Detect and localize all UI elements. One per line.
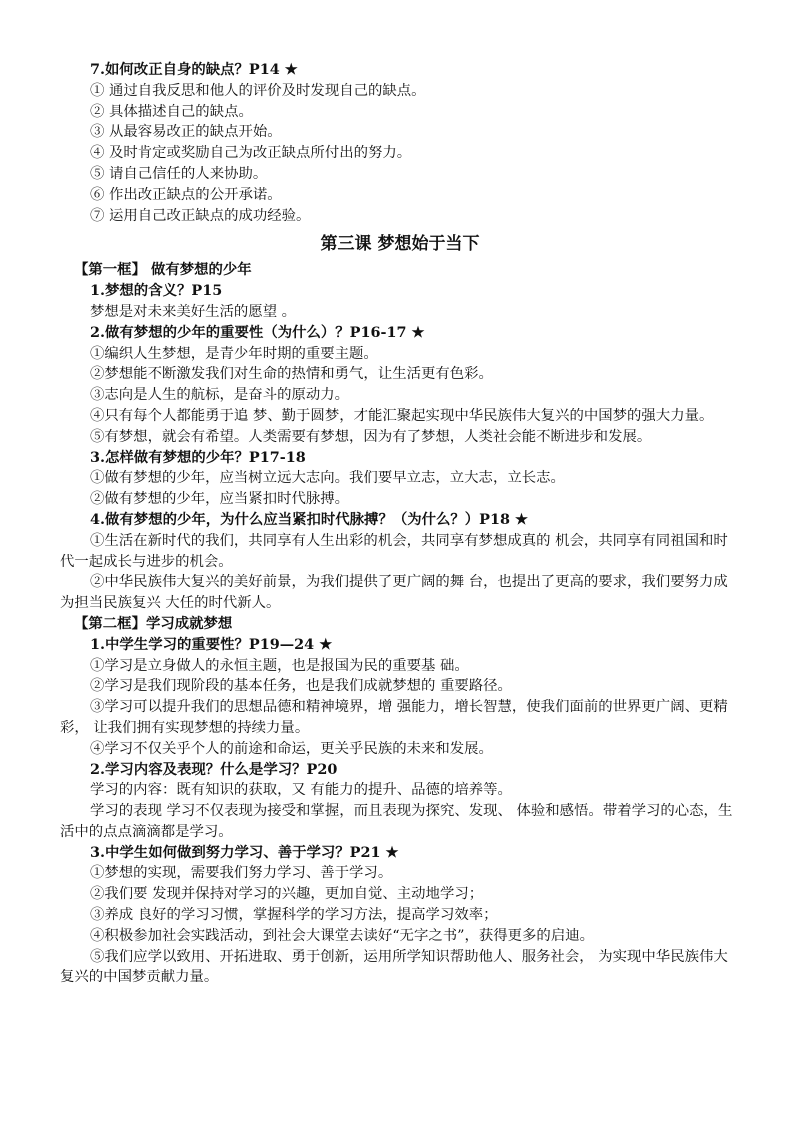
list-item: ② 具体描述自己的缺点。 bbox=[90, 103, 253, 120]
document-content bbox=[60, 60, 740, 988]
answer-text: ①生活在新时代的我们，共同享有人生出彩的机会，共同享有梦想成真的 机会，共同享有同祖国和时代一起成长与进步的机会。 bbox=[60, 532, 728, 570]
question-heading: 7.如何改正自身的缺点？P14 ★ bbox=[90, 61, 298, 78]
list-item: ⑦ 运用自己改正缺点的成功经验。 bbox=[90, 207, 311, 224]
question-heading: 4.做有梦想的少年，为什么应当紧扣时代脉搏？（为什么？）P18 ★ bbox=[90, 510, 528, 528]
answer-text: ③养成 良好的学习习惯，掌握科学的学习方法，提高学习效率； bbox=[90, 907, 498, 924]
answer-text: ②梦想能不断激发我们对生命的热情和勇气，让生活更有色彩。 bbox=[90, 366, 493, 383]
answer-text: ①做有梦想的少年，应当树立远大志向。我们要早立志，立大志，立长志。 bbox=[90, 470, 565, 487]
lesson-title: 第三课 梦想始于当下 bbox=[320, 234, 480, 255]
answer-text: ①学习是立身做人的永恒主题，也是报国为民的重要基 础。 bbox=[90, 657, 469, 674]
answer-text: ②做有梦想的少年，应当紧扣时代脉搏。 bbox=[90, 491, 350, 508]
answer-text: ④只有每个人都能勇于追 梦、勤于圆梦，才能汇聚起实现中华民族伟大复兴的中国梦的强大力量。 bbox=[90, 407, 714, 424]
answer-text: ④积极参加社会实践活动，到社会大课堂去读好“无字之书”，获得更多的启迪。 bbox=[90, 927, 594, 944]
answer-text: ④学习不仅关乎个人的前途和命运，更关乎民族的未来和发展。 bbox=[90, 740, 493, 757]
answer-text: ①梦想的实现，需要我们努力学习、善于学习。 bbox=[90, 865, 393, 882]
answer-text: ②我们要 发现并保持对学习的兴趣，更加自觉、主动地学习； bbox=[90, 886, 484, 903]
question-heading: 3.怎样做有梦想的少年？P17-18 bbox=[90, 448, 306, 466]
question-heading: 2.学习内容及表现？什么是学习？P20 bbox=[90, 760, 338, 778]
question-heading: 3.中学生如何做到努力学习、善于学习？P21 ★ bbox=[90, 843, 399, 861]
frame-title: 【第二框】学习成就梦想 bbox=[74, 614, 233, 632]
list-item: ⑥ 作出改正缺点的公开承诺。 bbox=[90, 186, 282, 203]
list-item: ⑤ 请自己信任的人来协助。 bbox=[90, 165, 268, 182]
answer-text: ③学习可以提升我们的思想品德和精神境界，增 强能力，增长智慧，使我们面前的世界更广阔、更精彩， 让我们拥有实现梦想的持续力量。 bbox=[60, 699, 728, 736]
list-item: ③ 从最容易改正的缺点开始。 bbox=[90, 124, 282, 141]
list-item: ① 通过自我反思和他人的评价及时发现自己的缺点。 bbox=[90, 82, 426, 99]
question-heading: 2.做有梦想的少年的重要性（为什么）？P16-17 ★ bbox=[90, 323, 425, 341]
answer-text: ③志向是人生的航标，是奋斗的原动力。 bbox=[90, 387, 350, 404]
answer-text: ⑤有梦想，就会有希望。人类需要有梦想，因为有了梦想，人类社会能不断进步和发展。 bbox=[90, 428, 652, 445]
question-heading: 1.梦想的含义？P15 bbox=[90, 282, 223, 300]
answer-text: ②中华民族伟大复兴的美好前景，为我们提供了更广阔的舞 台，也提出了更高的要求，我们要努力成为担当民族复兴 大任的时代新人。 bbox=[60, 574, 728, 612]
answer-text: ⑤我们应学以致用、开拓进取、勇于创新，运用所学知识帮助他人、服务社会， 为实现中华民族伟大复兴的中国梦贡献力量。 bbox=[60, 948, 728, 986]
answer-text: 学习的内容：既有知识的获取，又 有能力的提升、品德的培养等。 bbox=[90, 782, 512, 799]
answer-text: 学习的表现 学习不仅表现为接受和掌握，而且表现为探究、发现、 体验和感悟。带着学习的心态，生活中的点点滴滴都是学习。 bbox=[60, 803, 733, 840]
list-item: ④ 及时肯定或奖励自己为改正缺点所付出的努力。 bbox=[90, 145, 412, 162]
answer-text: ①编织人生梦想，是青少年时期的重要主题。 bbox=[90, 345, 378, 362]
answer-text: 梦想是对未来美好生活的愿望 。 bbox=[90, 303, 297, 320]
question-heading: 1.中学生学习的重要性？P19—24 ★ bbox=[90, 635, 333, 653]
frame-title: 【第一框】 做有梦想的少年 bbox=[74, 261, 252, 279]
answer-text: ②学习是我们现阶段的基本任务，也是我们成就梦想的 重要路径。 bbox=[90, 678, 512, 695]
